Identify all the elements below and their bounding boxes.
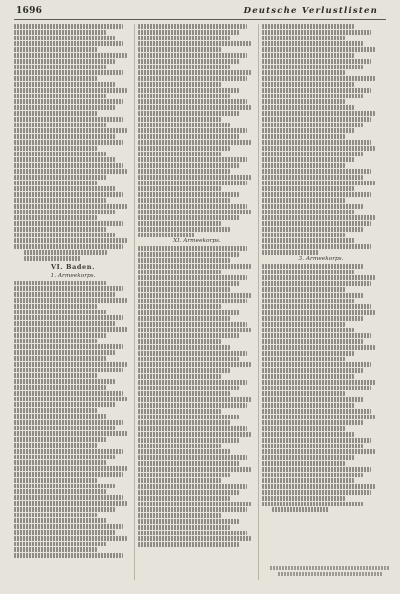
text-line: [138, 181, 247, 186]
text-line: [138, 519, 239, 524]
section-subheading: 3. Armeekorps.: [298, 255, 344, 262]
text-line: [14, 524, 123, 529]
text-line: [262, 455, 354, 460]
text-line: [14, 286, 123, 291]
text-line: [14, 175, 106, 180]
text-line: [262, 70, 345, 75]
text-line: [262, 238, 354, 243]
text-line: [138, 258, 230, 263]
text-line: [14, 391, 123, 396]
text-line: [262, 146, 375, 151]
text-line: [14, 30, 106, 35]
text-line: [138, 444, 221, 449]
text-column-3: [262, 24, 380, 584]
text-line: [262, 473, 363, 478]
text-line: [138, 339, 221, 344]
text-line: [14, 94, 106, 99]
text-line: [138, 82, 221, 87]
text-column-2: [138, 24, 256, 584]
text-line: [14, 489, 106, 494]
text-line: [138, 221, 221, 226]
text-line: [14, 134, 115, 139]
text-line: [262, 24, 354, 29]
text-line: [262, 111, 375, 116]
text-line: [14, 466, 127, 471]
text-line: [262, 82, 354, 87]
text-line: [14, 304, 97, 309]
text-line: [262, 426, 345, 431]
text-line: [138, 123, 230, 128]
header-rule: [14, 19, 386, 20]
text-line: [138, 513, 221, 518]
text-line: [14, 204, 127, 209]
text-line: [138, 449, 230, 454]
text-line: [14, 123, 106, 128]
text-line: [14, 59, 115, 64]
text-line: [262, 270, 354, 275]
text-line: [138, 415, 239, 420]
text-line: [262, 36, 345, 41]
text-line: [138, 281, 239, 286]
text-line: [138, 53, 247, 58]
text-line: [14, 397, 127, 402]
text-line: [138, 403, 247, 408]
text-line: [14, 41, 123, 46]
text-line: [262, 94, 363, 99]
text-line: [138, 368, 230, 373]
text-line: [14, 385, 106, 390]
text-line: [14, 379, 115, 384]
text-line: [138, 210, 251, 215]
text-line: [262, 397, 363, 402]
page-header: [14, 6, 386, 18]
text-line: [138, 316, 230, 321]
text-line: [14, 70, 123, 75]
text-line: [262, 59, 371, 64]
text-line: [138, 47, 221, 52]
text-line: [262, 281, 371, 286]
section-heading: VI. Baden.: [51, 262, 95, 271]
text-line: [138, 345, 230, 350]
text-line: [138, 322, 247, 327]
text-line: [262, 333, 371, 338]
text-line: [262, 134, 345, 139]
text-line: [262, 374, 354, 379]
text-line: [138, 204, 247, 209]
text-line: [262, 123, 363, 128]
text-line: [138, 36, 230, 41]
text-line: [262, 204, 363, 209]
text-line: [262, 449, 375, 454]
text-line: [272, 507, 329, 512]
text-line: [138, 287, 230, 292]
text-line: [262, 128, 354, 133]
text-line: [138, 128, 247, 133]
text-line: [14, 437, 106, 442]
text-line: [262, 496, 345, 501]
text-line: [262, 438, 371, 443]
text-line: [14, 238, 127, 243]
text-line: [14, 350, 115, 355]
text-line: [14, 105, 115, 110]
text-line: [138, 386, 239, 391]
text-line: [262, 415, 375, 420]
text-line: [262, 362, 371, 367]
footnote-line: [278, 572, 382, 576]
text-line: [262, 380, 375, 385]
text-line: [14, 455, 115, 460]
text-line: [138, 490, 239, 495]
text-line: [262, 345, 375, 350]
text-line: [262, 275, 375, 280]
text-line: [138, 157, 247, 162]
text-line: [138, 374, 221, 379]
text-line: [262, 152, 363, 157]
text-line: [138, 270, 221, 275]
text-line: [138, 94, 230, 99]
text-line: [14, 420, 123, 425]
text-line: [138, 351, 247, 356]
text-line: [14, 373, 97, 378]
text-line: [262, 30, 371, 35]
text-line: [138, 140, 251, 145]
text-line: [262, 41, 363, 46]
text-line: [138, 438, 239, 443]
column-divider: [134, 24, 135, 580]
text-line: [14, 513, 97, 518]
text-line: [262, 169, 371, 174]
text-line: [14, 414, 106, 419]
text-line: [138, 264, 251, 269]
text-line: [138, 134, 239, 139]
text-line: [14, 518, 106, 523]
text-line: [14, 88, 127, 93]
text-line: [138, 252, 239, 257]
text-line: [14, 140, 123, 145]
text-line: [262, 250, 319, 255]
text-line: [262, 478, 354, 483]
text-line: [14, 227, 106, 232]
text-line: [14, 163, 123, 168]
text-line: [262, 221, 371, 226]
text-line: [262, 328, 354, 333]
text-line: [138, 88, 239, 93]
text-line: [138, 531, 247, 536]
text-line: [138, 357, 239, 362]
text-line: [138, 507, 247, 512]
text-line: [14, 298, 127, 303]
text-line: [14, 24, 123, 29]
text-line: [138, 426, 247, 431]
text-line: [24, 250, 107, 255]
text-line: [262, 299, 354, 304]
text-line: [24, 256, 81, 261]
text-line: [262, 99, 345, 104]
text-line: [14, 82, 115, 87]
text-line: [138, 310, 239, 315]
footnote-line: [270, 566, 390, 570]
text-line: [262, 409, 371, 414]
text-line: [262, 198, 345, 203]
text-line: [262, 490, 371, 495]
text-line: [138, 41, 251, 46]
text-line: [262, 227, 363, 232]
text-line: [262, 293, 363, 298]
text-line: [14, 431, 127, 436]
text-line: [262, 461, 345, 466]
text-line: [262, 105, 354, 110]
text-line: [262, 65, 363, 70]
text-line: [262, 322, 345, 327]
text-line: [262, 117, 371, 122]
text-line: [138, 70, 251, 75]
column-divider: [258, 24, 259, 580]
text-line: [138, 467, 251, 472]
text-line: [262, 304, 371, 309]
text-line: [14, 76, 97, 81]
text-line: [138, 536, 251, 541]
text-line: [138, 362, 251, 367]
text-line: [138, 397, 251, 402]
text-line: [14, 281, 106, 286]
text-line: [14, 408, 97, 413]
text-line: [14, 47, 97, 52]
text-line: [138, 65, 230, 70]
text-line: [138, 152, 221, 157]
text-line: [14, 460, 106, 465]
text-line: [14, 443, 97, 448]
text-line: [138, 192, 239, 197]
section-subheading: 1. Armeekorps.: [50, 272, 96, 279]
text-line: [262, 264, 363, 269]
text-line: [138, 24, 247, 29]
text-line: [14, 244, 123, 249]
text-line: [14, 484, 115, 489]
text-line: [262, 210, 354, 215]
section-subheading: XI. Armeekorps.: [173, 238, 221, 245]
text-line: [262, 467, 371, 472]
text-line: [14, 547, 97, 552]
text-column-1: [14, 24, 132, 584]
text-line: [138, 105, 251, 110]
text-line: [262, 88, 371, 93]
text-line: [262, 420, 363, 425]
text-line: [262, 444, 363, 449]
text-line: [262, 47, 375, 52]
text-line: [138, 175, 251, 180]
text-line: [14, 362, 127, 367]
text-line: [138, 473, 230, 478]
text-line: [14, 152, 106, 157]
text-line: [14, 426, 115, 431]
text-line: [138, 420, 230, 425]
text-line: [262, 244, 371, 249]
text-line: [138, 169, 230, 174]
text-line: [262, 310, 375, 315]
text-line: [14, 478, 97, 483]
text-line: [262, 157, 354, 162]
text-line: [138, 233, 195, 238]
text-line: [14, 233, 115, 238]
text-line: [14, 368, 123, 373]
text-line: [14, 181, 97, 186]
text-line: [14, 157, 115, 162]
text-line: [14, 221, 123, 226]
text-line: [138, 542, 239, 547]
text-line: [262, 403, 354, 408]
text-line: [262, 287, 345, 292]
text-line: [138, 328, 251, 333]
text-line: [262, 233, 345, 238]
text-line: [14, 128, 127, 133]
text-line: [14, 111, 97, 116]
text-line: [14, 339, 97, 344]
text-line: [138, 146, 230, 151]
text-line: [138, 333, 239, 338]
text-line: [138, 461, 239, 466]
text-line: [14, 327, 127, 332]
text-line: [14, 333, 106, 338]
text-line: [14, 186, 115, 191]
text-line: [14, 553, 123, 558]
text-line: [14, 495, 123, 500]
text-line: [14, 501, 127, 506]
text-line: [14, 344, 123, 349]
text-line: [14, 542, 106, 547]
text-line: [138, 304, 221, 309]
text-line: [14, 215, 97, 220]
text-line: [138, 496, 230, 501]
text-line: [262, 368, 363, 373]
text-line: [14, 449, 123, 454]
text-line: [138, 275, 247, 280]
text-line: [138, 293, 251, 298]
text-line: [138, 409, 221, 414]
text-line: [262, 357, 345, 362]
text-line: [14, 146, 97, 151]
text-line: [262, 175, 363, 180]
text-line: [14, 117, 123, 122]
text-line: [262, 181, 375, 186]
text-line: [138, 117, 221, 122]
text-line: [14, 210, 115, 215]
text-line: [262, 53, 354, 58]
text-line: [138, 215, 239, 220]
text-line: [262, 192, 371, 197]
text-line: [138, 76, 247, 81]
text-line: [262, 163, 345, 168]
text-line: [138, 99, 247, 104]
text-line: [262, 215, 375, 220]
text-line: [14, 321, 115, 326]
text-line: [14, 310, 106, 315]
text-line: [14, 530, 115, 535]
running-title: Deutsche Verlustlisten: [243, 6, 378, 16]
text-line: [138, 198, 230, 203]
text-line: [14, 292, 115, 297]
text-line: [138, 163, 239, 168]
text-line: [138, 111, 239, 116]
text-line: [138, 525, 230, 530]
text-line: [14, 315, 123, 320]
text-line: [138, 484, 247, 489]
text-line: [138, 59, 239, 64]
text-line: [262, 140, 371, 145]
text-line: [138, 380, 247, 385]
text-line: [262, 432, 354, 437]
text-line: [14, 472, 123, 477]
text-line: [262, 316, 363, 321]
text-line: [262, 339, 363, 344]
text-line: [262, 502, 363, 507]
text-line: [14, 198, 106, 203]
text-line: [14, 356, 106, 361]
text-line: [14, 402, 115, 407]
text-line: [262, 351, 354, 356]
text-line: [14, 36, 115, 41]
text-line: [138, 246, 247, 251]
text-line: [138, 30, 239, 35]
text-line: [138, 227, 230, 232]
text-line: [262, 76, 375, 81]
text-line: [138, 502, 251, 507]
text-line: [138, 299, 247, 304]
text-line: [262, 186, 354, 191]
text-line: [14, 53, 127, 58]
text-line: [262, 391, 345, 396]
text-line: [138, 455, 247, 460]
text-line: [14, 99, 123, 104]
text-line: [138, 186, 221, 191]
text-line: [14, 536, 127, 541]
text-line: [138, 478, 221, 483]
text-line: [138, 432, 251, 437]
text-line: [14, 65, 106, 70]
text-line: [14, 507, 115, 512]
text-line: [262, 386, 371, 391]
text-line: [138, 391, 230, 396]
text-line: [14, 169, 127, 174]
text-line: [14, 192, 123, 197]
text-line: [262, 484, 375, 489]
page-number: 1696: [16, 6, 43, 16]
